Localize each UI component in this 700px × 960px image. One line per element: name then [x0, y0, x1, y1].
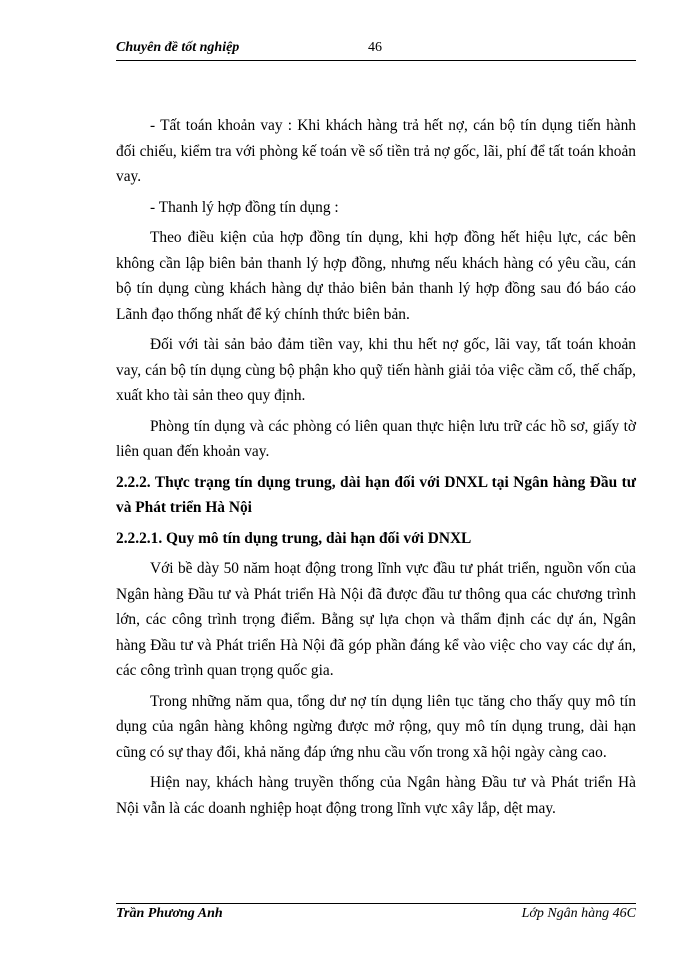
- paragraph-collateral: Đối với tài sản bảo đảm tiền vay, khi thu hết nợ gốc, lãi vay, tất toán khoản vay, cán bộ tín dụng cùng bộ phận kho quỹ tiến hành giải tỏa việc cầm cố, thế chấp, xuất kho tài sản theo quy định.: [116, 336, 636, 404]
- section-heading: 2.2.2. Thực trạng tín dụng trung, dài hạn đối với DNXL tại Ngân hàng Đầu tư và Phát triển Hà Nội: [116, 473, 636, 516]
- header-title: Chuyên đề tốt nghiệp: [116, 40, 240, 55]
- paragraph-growth: Trong những năm qua, tổng dư nợ tín dụng liên tục tăng cho thấy quy mô tín dụng của ngân hàng không ngừng được mở rộng, quy mô tín dụng trung, dài hạn cũng có sự thay đổi, khả năng đáp ứng nhu cầu vốn trong xã hội ngày càng cao.: [116, 692, 636, 761]
- paragraph-liquidation-title: - Thanh lý hợp đồng tín dụng :: [150, 198, 339, 216]
- paragraph-archiving: Phòng tín dụng và các phòng có liên quan thực hiện lưu trữ các hồ sơ, giấy tờ liên quan đến khoản vay.: [116, 417, 636, 460]
- paragraph-settlement: - Tất toán khoản vay : Khi khách hàng trả hết nợ, cán bộ tín dụng tiến hành đối chiếu, kiểm tra với phòng kế toán về số tiền trả nợ gốc, lãi, phí để tất toán khoản vay.: [116, 117, 636, 185]
- paragraph-experience: Với bề dày 50 năm hoạt động trong lĩnh vực đầu tư phát triển, nguồn vốn của Ngân hàng Đầu tư và Phát triển Hà Nội đã được đầu tư thông qua các chương trình lớn, các công trình trọng điểm. Bằng sự lựa chọn và thẩm định các dự án, Ngân hàng Đầu tư và Phát triển Hà Nội đã góp phần đáng kể vào việc cho vay các dự án, các công trình quan trọng quốc gia.: [116, 560, 636, 679]
- paragraph-liquidation-terms: Theo điều kiện của hợp đồng tín dụng, khi hợp đồng hết hiệu lực, các bên không cần lập biên bản thanh lý hợp đồng, nhưng nếu khách hàng có yêu cầu, cán bộ tín dụng cùng khách hàng dự thảo biên bản thanh lý hợp đồng sau đó báo cáo Lãnh đạo thống nhất để ký chính thức biên bản.: [116, 229, 636, 323]
- page-number: 46: [368, 40, 382, 55]
- page-header: [116, 40, 636, 61]
- paragraph-customers: Hiện nay, khách hàng truyền thống của Ngân hàng Đầu tư và Phát triển Hà Nội vẫn là các doanh nghiệp hoạt động trong lĩnh vực xây lắp, dệt may.: [116, 774, 636, 817]
- footer-author: Trần Phương Anh: [116, 906, 223, 921]
- subsection-heading: 2.2.2.1. Quy mô tín dụng trung, dài hạn đối với DNXL: [116, 529, 472, 547]
- footer-class: Lớp Ngân hàng 46C: [521, 906, 636, 921]
- document-body: [116, 113, 636, 826]
- page-footer: [116, 903, 636, 926]
